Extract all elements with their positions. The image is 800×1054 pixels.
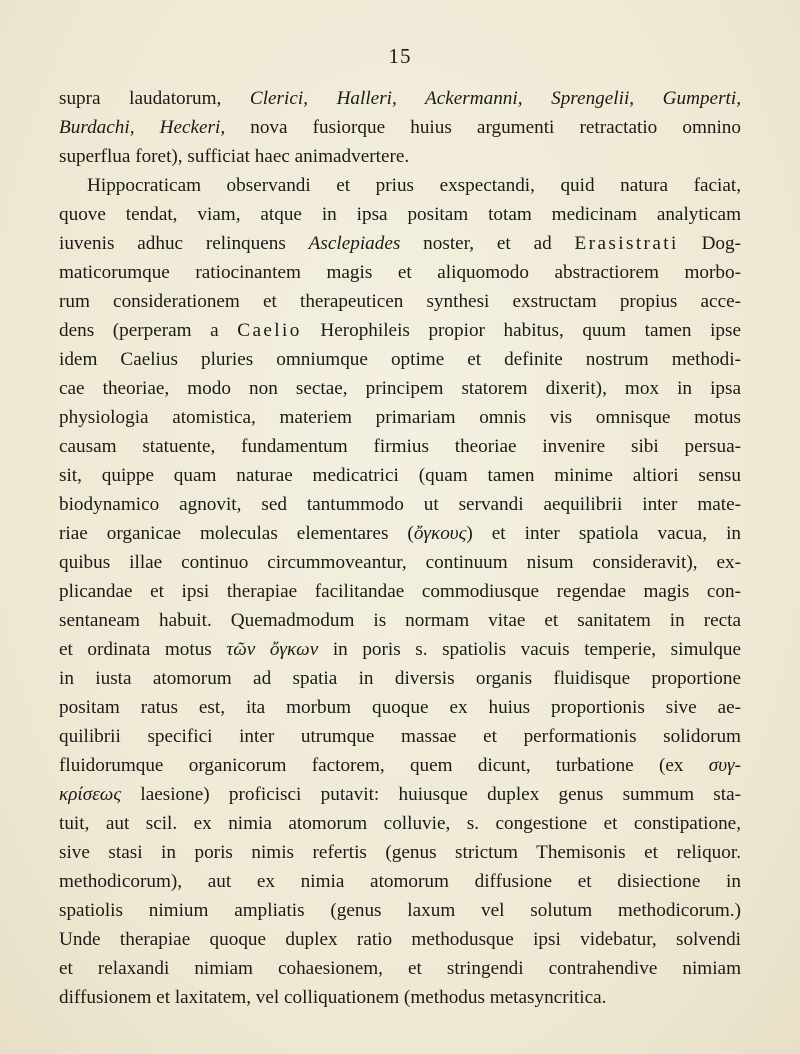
text-segment: quove tendat, viam, atque in ipsa positam totam medicinam analyticam — [59, 204, 741, 225]
text-line — [59, 287, 741, 316]
text-line — [59, 751, 741, 780]
text-segment: Erasistrati — [574, 233, 679, 254]
text-segment: diffusionem et laxitatem, vel colliquationem (methodus metasyncritica. — [59, 987, 607, 1008]
text-segment: et relaxandi nimiam cohaesionem, et stringendi contrahendive nimiam — [59, 958, 741, 979]
text-segment: ) et inter spatiola vacua, in — [466, 523, 741, 544]
text-line — [59, 838, 741, 867]
text-line — [59, 519, 741, 548]
text-line — [59, 577, 741, 606]
text-segment: spatiolis nimium ampliatis (genus laxum vel solutum methodicorum.) — [59, 900, 741, 921]
text-line — [59, 548, 741, 577]
text-segment: κρίσεως — [59, 784, 122, 805]
text-segment: dens (perperam a — [59, 320, 238, 341]
text-segment: physiologia atomistica, materiem primariam omnis vis omnisque motus — [59, 407, 741, 428]
text-line — [59, 200, 741, 229]
text-segment: Herophileis propior habitus, quum tamen ipse — [301, 320, 741, 341]
body-text — [59, 84, 741, 1012]
text-segment: τῶν ὄγκων — [226, 639, 319, 660]
text-segment: Clerici, Halleri, Ackermanni, Sprengelii, Gumperti, — [249, 88, 741, 109]
page-number: 15 — [388, 44, 412, 68]
text-line — [59, 722, 741, 751]
text-segment: nova fusiorque huius argumenti retractatio omnino — [225, 117, 741, 138]
text-segment: iuvenis adhuc relinquens — [59, 233, 309, 254]
text-segment: noster, et ad — [400, 233, 575, 254]
text-line — [59, 925, 741, 954]
text-line — [59, 896, 741, 925]
text-line — [59, 490, 741, 519]
text-segment: Hippocraticam observandi et prius exspectandi, quid natura faciat, — [87, 175, 741, 196]
text-segment: idem Caelius pluries omniumque optime et definite nostrum methodi- — [59, 349, 741, 370]
text-segment: sit, quippe quam naturae medicatrici (quam tamen minime altiori sensu — [59, 465, 741, 486]
text-segment: Burdachi, Heckeri, — [59, 117, 226, 138]
text-line — [59, 84, 741, 113]
text-line — [59, 461, 741, 490]
text-segment: quibus illae continuo circummoveantur, continuum nisum consideravit), ex- — [59, 552, 741, 573]
text-line — [59, 954, 741, 983]
text-segment: plicandae et ipsi therapiae facilitandae commodiusque regendae magis con- — [59, 581, 741, 602]
text-line — [59, 113, 741, 142]
text-line — [59, 664, 741, 693]
text-segment: Asclepiades — [308, 233, 401, 254]
text-segment: in poris s. spatiolis vacuis temperie, simulque — [318, 639, 742, 660]
text-line — [59, 432, 741, 461]
text-line — [59, 606, 741, 635]
text-line — [59, 983, 741, 1012]
text-segment: sentaneam habuit. Quemadmodum is normam vitae et sanitatem in recta — [59, 610, 741, 631]
text-segment: biodynamico agnovit, sed tantummodo ut servandi aequilibrii inter mate- — [59, 494, 741, 515]
text-segment: Dog- — [678, 233, 741, 254]
text-line — [59, 229, 741, 258]
text-segment: συγ- — [708, 755, 741, 776]
text-line — [59, 345, 741, 374]
text-line — [59, 867, 741, 896]
text-segment: quilibrii specifici inter utrumque massae et performationis solidorum — [59, 726, 741, 747]
text-segment: cae theoriae, modo non sectae, principem statorem dixerit), mox in ipsa — [59, 378, 741, 399]
text-line — [59, 635, 741, 664]
text-segment: tuit, aut scil. ex nimia atomorum colluvie, s. congestione et constipatione, — [59, 813, 741, 834]
text-segment: maticorumque ratiocinantem magis et aliquomodo abstractiorem morbo- — [59, 262, 741, 283]
text-segment: rum considerationem et therapeuticen synthesi exstructam propius acce- — [59, 291, 741, 312]
text-segment: Unde therapiae quoque duplex ratio methodusque ipsi videbatur, solvendi — [59, 929, 741, 950]
text-segment: riae organicae moleculas elementares ( — [59, 523, 414, 544]
text-line — [59, 693, 741, 722]
text-line — [59, 403, 741, 432]
text-segment: superflua foret), sufficiat haec animadvertere. — [59, 146, 410, 167]
text-line — [59, 258, 741, 287]
text-line — [59, 316, 741, 345]
text-segment: ὄγκους — [413, 523, 467, 544]
text-line — [59, 374, 741, 403]
text-segment: causam statuente, fundamentum firmius theoriae invenire sibi persua- — [59, 436, 741, 457]
text-segment: in iusta atomorum ad spatia in diversis organis fluidisque proportione — [59, 668, 741, 689]
text-line — [59, 780, 741, 809]
text-segment: fluidorumque organicorum factorem, quem dicunt, turbatione (ex — [59, 755, 709, 776]
text-segment: supra laudatorum, — [59, 88, 250, 109]
text-segment: sive stasi in poris nimis refertis (genus strictum Themisonis et reliquor. — [59, 842, 741, 863]
text-line — [59, 171, 741, 200]
text-line — [59, 142, 741, 171]
text-segment: et ordinata motus — [59, 639, 227, 660]
text-segment: Caelio — [237, 320, 302, 341]
text-segment: methodicorum), aut ex nimia atomorum diffusione et disiectione in — [59, 871, 741, 892]
text-segment: laesione) proficisci putavit: huiusque duplex genus summum sta- — [121, 784, 741, 805]
text-segment: positam ratus est, ita morbum quoque ex huius proportionis sive ae- — [59, 697, 741, 718]
text-line — [59, 809, 741, 838]
